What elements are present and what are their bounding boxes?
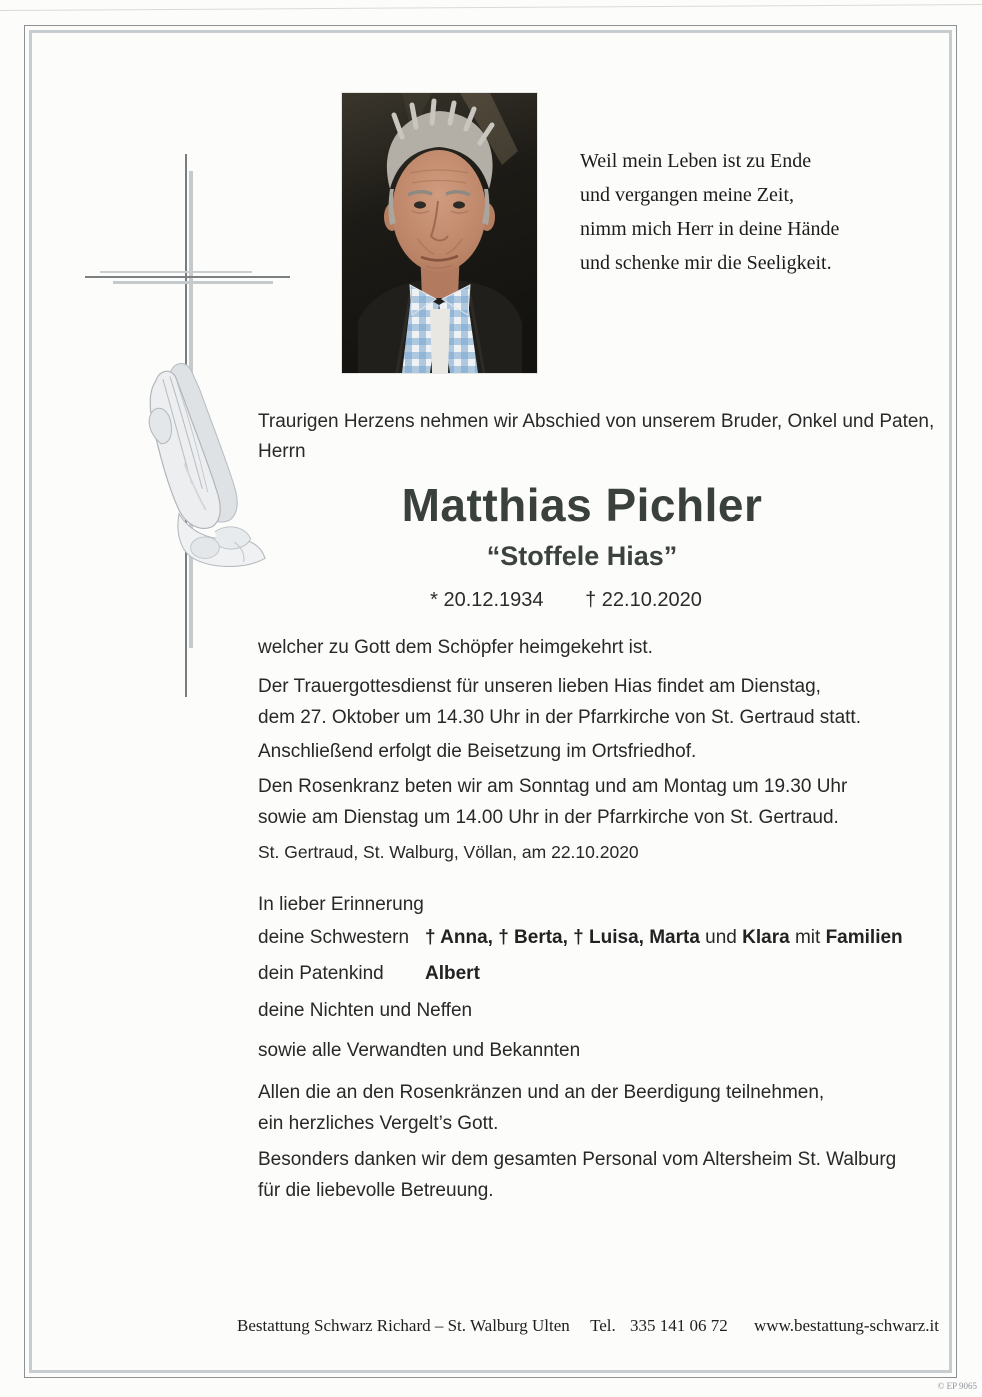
- life-dates: [258, 589, 874, 612]
- telephone-number: 335 141 06 72: [630, 1316, 728, 1335]
- telephone-label: Tel.: [590, 1316, 616, 1335]
- nieces-text: deine Nichten und Neffen: [258, 1000, 473, 1021]
- praying-hands-icon: [128, 356, 273, 571]
- family-row-nieces: [258, 1000, 948, 1022]
- relatives-text: sowie alle Verwandten und Bekannten: [258, 1040, 581, 1061]
- intro-line-2: Herrn: [258, 441, 306, 462]
- sisters-names-bold: † Anna, † Berta, † Luisa, Marta: [425, 927, 700, 948]
- sisters-name-klara: Klara: [742, 927, 790, 948]
- cross-horizontal-dark-line: [85, 276, 290, 278]
- thanks-staff-line-1: Besonders danken wir dem gesamten Personal vom Altersheim St. Walburg: [258, 1149, 897, 1170]
- sisters-names: [425, 927, 948, 949]
- scan-artifact-line: [0, 4, 982, 11]
- poem-line: und vergangen meine Zeit,: [580, 184, 795, 206]
- thanks-staff-line-2: für die liebevolle Betreuung.: [258, 1180, 494, 1201]
- paragraph-burial: Anschließend erfolgt die Beisetzung im Ortsfriedhof.: [258, 741, 697, 762]
- paragraph-thanks-attendees: [258, 1077, 948, 1139]
- remembrance-heading: In lieber Erinnerung: [258, 894, 424, 915]
- deceased-name-block: [258, 478, 906, 572]
- family-row-relatives: [258, 1040, 948, 1062]
- sisters-label: deine Schwestern: [258, 927, 410, 948]
- announcement-intro: [258, 407, 938, 467]
- sisters-names-mit: mit: [789, 927, 826, 948]
- family-row-sisters: [258, 927, 948, 949]
- print-code: © EP 9065: [937, 1381, 977, 1391]
- godchild-name: [425, 963, 948, 985]
- deceased-nickname: “Stoffele Hias”: [486, 541, 678, 571]
- rosary-line-2: sowie am Dienstag um 14.00 Uhr in der Pfarrkirche von St. Gertraud.: [258, 807, 839, 828]
- cross-horizontal-light-line-bottom: [113, 281, 273, 284]
- poem-line: und schenke mir die Seeligkeit.: [580, 252, 832, 274]
- cross-horizontal-light-line-top: [100, 271, 252, 273]
- rosary-line-1: Den Rosenkranz beten wir am Sonntag und am Montag um 19.30 Uhr: [258, 776, 848, 797]
- thanks-attendees-line-2: ein herzliches Vergelt’s Gott.: [258, 1113, 499, 1134]
- godchild-label: dein Patenkind: [258, 963, 384, 984]
- funeral-home-name: Bestattung Schwarz Richard – St. Walburg Ulten: [237, 1316, 570, 1335]
- place-dateline: St. Gertraud, St. Walburg, Völlan, am 22.10.2020: [258, 842, 639, 862]
- poem-line: Weil mein Leben ist zu Ende: [580, 150, 812, 172]
- portrait-photo: [342, 93, 537, 373]
- sisters-names-und: und: [699, 927, 743, 948]
- poem-line: nimm mich Herr in deine Hände: [580, 218, 840, 240]
- funeral-service-line-2: dem 27. Oktober um 14.30 Uhr in der Pfarrkirche von St. Gertraud statt.: [258, 707, 861, 728]
- birth-date: * 20.12.1934: [430, 589, 544, 611]
- thanks-attendees-line-1: Allen die an den Rosenkränzen und an der Beerdigung teilnehmen,: [258, 1082, 825, 1103]
- paragraph-thanks-staff: [258, 1144, 948, 1206]
- paragraph-returned-to-god: welcher zu Gott dem Schöpfer heimgekehrt ist.: [258, 637, 653, 658]
- funeral-service-line-1: Der Trauergottesdienst für unseren lieben Hias findet am Dienstag,: [258, 676, 821, 697]
- paragraph-rosary: [258, 771, 948, 833]
- godchild-name-bold: Albert: [425, 963, 480, 984]
- funeral-home-website-link[interactable]: www.bestattung-schwarz.it: [754, 1316, 939, 1335]
- paragraph-funeral-service: [258, 671, 948, 733]
- sisters-families: Familien: [825, 927, 903, 948]
- memorial-poem: [580, 144, 910, 280]
- deceased-name: Matthias Pichler: [401, 479, 763, 531]
- funeral-home-footer: [195, 1316, 981, 1336]
- death-date: † 22.10.2020: [585, 589, 702, 611]
- intro-line-1: Traurigen Herzens nehmen wir Abschied von unserem Bruder, Onkel und Paten,: [258, 411, 935, 432]
- family-row-godchild: [258, 963, 948, 985]
